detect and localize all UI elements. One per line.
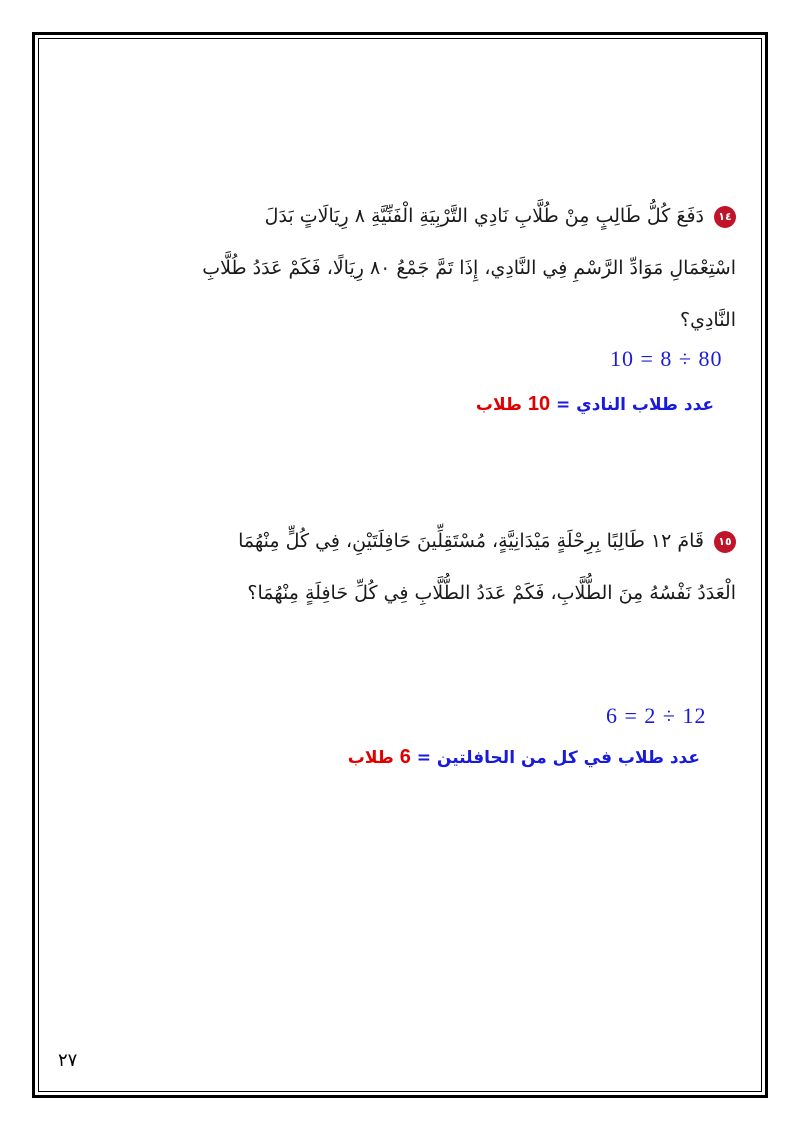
problem-14 bbox=[196, 190, 736, 346]
answer-unit: طلاب bbox=[347, 748, 394, 768]
problem-text: دَفَعَ كُلُّ طَالِبٍ مِنْ طُلَّابِ نَادِي التَّرْبِيَةِ الْفَنِّيَّةِ ٨ رِيَالَاتٍ بَدَلَ اسْتِعْمَالِ مَوَادِّ الرَّسْمِ فِي النَّادِي، إِذَا تَمَّ جَمْعُ ٨٠ رِيَالًا، فَكَمْ عَدَدُ طُلَّابِ النَّادِي؟ bbox=[202, 205, 736, 331]
answer-15 bbox=[348, 746, 700, 769]
answer-label: عدد طلاب النادي = bbox=[556, 395, 714, 415]
answer-unit: طلاب bbox=[475, 395, 522, 415]
equation-14: 10 = 8 ÷ 80 bbox=[610, 346, 723, 371]
problem-15 bbox=[236, 515, 736, 619]
problem-number-badge: ١٥ bbox=[714, 531, 736, 553]
equation-15: 6 = 2 ÷ 12 bbox=[606, 703, 707, 728]
answer-14 bbox=[476, 393, 714, 416]
answer-number: 6 bbox=[399, 746, 411, 768]
answer-number: 10 bbox=[527, 393, 551, 415]
problem-text: قَامَ ١٢ طَالِبًا بِرِحْلَةٍ مَيْدَانِيَّةٍ، مُسْتَقِلِّينَ حَافِلَتَيْنِ، فِي كُلٍّ مِنْهُمَا الْعَدَدُ نَفْسُهُ مِنَ الطُّلَّابِ، فَكَمْ عَدَدُ الطُّلَّابِ فِي كُلِّ حَافِلَةٍ مِنْهُمَا؟ bbox=[238, 530, 736, 604]
problem-number-badge: ١٤ bbox=[714, 206, 736, 228]
answer-label: عدد طلاب في كل من الحافلتين = bbox=[416, 748, 700, 768]
page-number: ٢٧ bbox=[58, 1050, 78, 1071]
